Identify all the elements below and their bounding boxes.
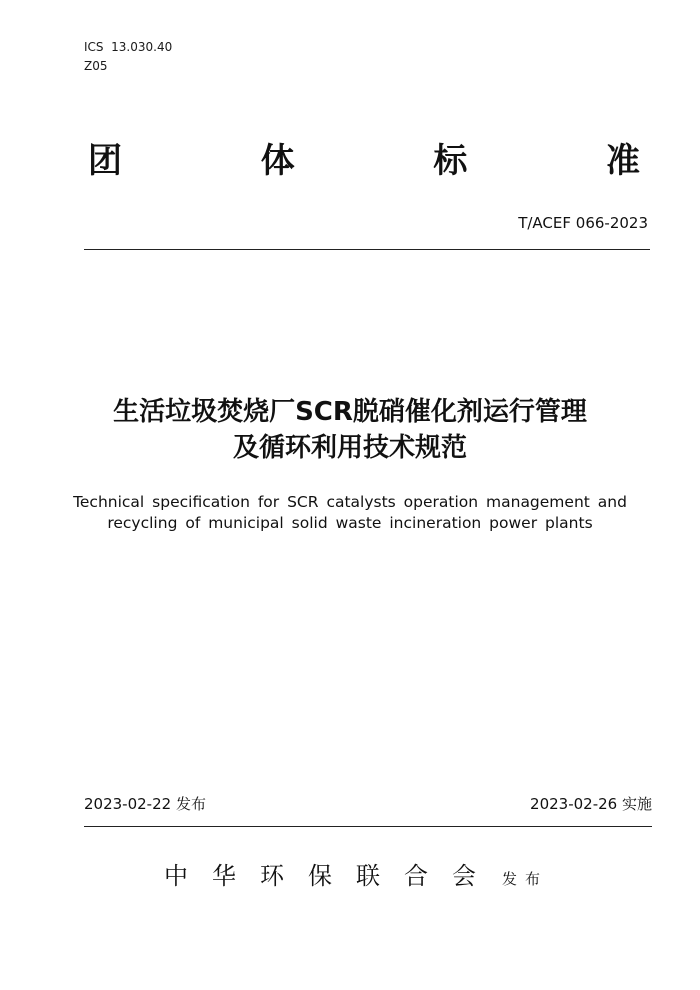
- ics-code: ICS 13.030.40: [84, 40, 173, 54]
- issuer-line: [164, 856, 548, 891]
- implementation-date: 2023-02-26 实施: [530, 795, 652, 813]
- standard-type-heading: [88, 133, 640, 182]
- english-title-line-2: recycling of municipal solid waste incineration power plants: [107, 514, 593, 532]
- english-title-line-1: Technical specification for SCR catalysts operation management and: [73, 493, 627, 511]
- classification-codes: [84, 38, 172, 76]
- bottom-divider: [84, 826, 652, 827]
- ccs-code: Z05: [84, 59, 108, 73]
- standard-type-char: 团: [88, 141, 122, 181]
- standard-type-char: 标: [433, 141, 468, 181]
- issue-action: 发布: [502, 870, 549, 888]
- issue-date: 2023-02-22 发布: [84, 795, 206, 813]
- top-divider: [84, 249, 650, 250]
- standard-type-char: 体: [260, 141, 295, 181]
- chinese-title: [0, 394, 700, 466]
- issuing-organization: 中华环保联合会: [164, 862, 500, 890]
- standard-type-char: 准: [605, 141, 640, 181]
- english-title: [0, 492, 700, 534]
- chinese-title-line-2: 及循环利用技术规范: [232, 433, 467, 463]
- standard-number: T/ACEF 066-2023: [518, 214, 648, 232]
- chinese-title-line-1: 生活垃圾焚烧厂SCR脱硝催化剂运行管理: [113, 397, 587, 427]
